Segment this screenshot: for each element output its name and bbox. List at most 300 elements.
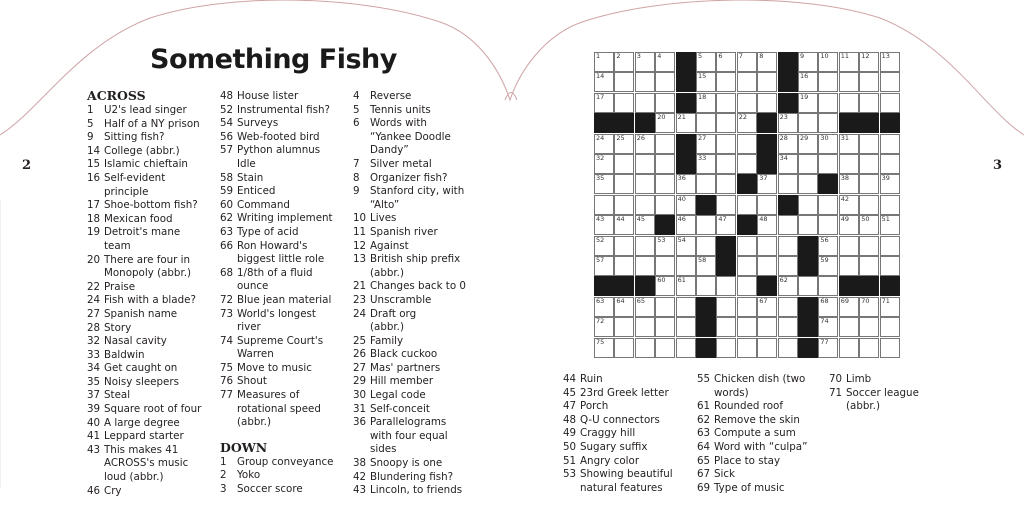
clue-number: 24 <box>87 294 101 307</box>
grid-cell[interactable] <box>696 236 716 256</box>
grid-cell[interactable] <box>818 113 838 133</box>
grid-cell[interactable] <box>635 338 655 358</box>
grid-cell[interactable] <box>655 174 675 194</box>
black-square <box>798 256 818 276</box>
cell-number: 77 <box>820 337 829 346</box>
grid-cell[interactable] <box>839 256 859 276</box>
grid-cell[interactable] <box>880 215 900 235</box>
grid-cell[interactable] <box>594 174 614 194</box>
grid-cell[interactable] <box>594 93 614 113</box>
cell-number: 16 <box>800 72 809 81</box>
grid-cell[interactable] <box>635 154 655 174</box>
grid-cell[interactable] <box>716 93 736 113</box>
grid-cell[interactable] <box>757 297 777 317</box>
grid-cell[interactable] <box>818 72 838 92</box>
grid-cell[interactable] <box>614 134 634 154</box>
cell-number: 8 <box>759 52 764 60</box>
grid-cell[interactable] <box>880 317 900 337</box>
grid-cell[interactable] <box>839 297 859 317</box>
grid-cell[interactable] <box>778 215 798 235</box>
grid-cell[interactable] <box>839 72 859 92</box>
grid-cell[interactable] <box>880 195 900 215</box>
grid-cell[interactable] <box>880 134 900 154</box>
grid-cell[interactable] <box>676 236 696 256</box>
grid-cell[interactable] <box>737 317 757 337</box>
grid-cell[interactable] <box>655 236 675 256</box>
clue-item <box>220 172 333 186</box>
clue-item <box>220 117 333 131</box>
clue-number: 37 <box>87 389 101 402</box>
grid-cell[interactable] <box>635 93 655 113</box>
grid-cell[interactable] <box>676 338 696 358</box>
clue-item <box>563 414 673 428</box>
clue-number: 65 <box>697 454 711 467</box>
grid-cell[interactable] <box>614 154 634 174</box>
grid-cell[interactable] <box>839 134 859 154</box>
grid-cell[interactable] <box>757 174 777 194</box>
clue-item <box>353 457 466 471</box>
grid-cell[interactable] <box>859 154 879 174</box>
grid-cell[interactable] <box>818 134 838 154</box>
cell-number: 54 <box>677 235 686 244</box>
grid-cell[interactable] <box>655 276 675 296</box>
clue-item <box>220 335 333 362</box>
grid-cell[interactable] <box>859 297 879 317</box>
grid-cell[interactable] <box>778 276 798 296</box>
grid-cell[interactable] <box>778 154 798 174</box>
grid-cell[interactable] <box>696 276 716 296</box>
grid-cell[interactable] <box>757 52 777 72</box>
clue-item <box>220 240 333 267</box>
clue-text: Move to music <box>237 361 312 374</box>
black-square <box>737 174 757 194</box>
clue-number: 75 <box>220 361 234 374</box>
grid-cell[interactable] <box>798 215 818 235</box>
grid-cell[interactable] <box>798 52 818 72</box>
grid-cell[interactable] <box>880 72 900 92</box>
clue-number: 6 <box>353 117 360 130</box>
clue-text: (abbr.) <box>237 416 271 429</box>
clue-number: 68 <box>220 266 234 279</box>
grid-cell[interactable] <box>614 338 634 358</box>
grid-cell[interactable] <box>880 236 900 256</box>
grid-cell[interactable] <box>818 338 838 358</box>
grid-cell[interactable] <box>655 338 675 358</box>
grid-cell[interactable] <box>614 174 634 194</box>
grid-cell[interactable] <box>614 52 634 72</box>
grid-cell[interactable] <box>859 93 879 113</box>
grid-cell[interactable] <box>635 72 655 92</box>
grid-cell[interactable] <box>696 134 716 154</box>
grid-cell[interactable] <box>655 256 675 276</box>
clue-item <box>220 104 333 118</box>
cell-number: 26 <box>636 133 646 142</box>
clue-text: U2's lead singer <box>104 104 187 116</box>
grid-cell[interactable] <box>655 52 675 72</box>
grid-cell[interactable] <box>655 72 675 92</box>
clue-item <box>829 387 919 414</box>
grid-cell[interactable] <box>716 174 736 194</box>
grid-cell[interactable] <box>696 174 716 194</box>
clue-item <box>87 362 201 376</box>
grid-cell[interactable] <box>635 256 655 276</box>
clue-text: Against <box>370 239 409 252</box>
grid-cell[interactable] <box>737 72 757 92</box>
grid-cell[interactable] <box>757 215 777 235</box>
grid-cell[interactable] <box>757 195 777 215</box>
grid-cell[interactable] <box>635 52 655 72</box>
grid-cell[interactable] <box>859 195 879 215</box>
grid-cell[interactable] <box>778 256 798 276</box>
cell-number: 50 <box>861 215 870 224</box>
clue-item <box>220 199 333 213</box>
grid-cell[interactable] <box>635 215 655 235</box>
grid-cell[interactable] <box>737 134 757 154</box>
grid-cell[interactable] <box>676 174 696 194</box>
grid-cell[interactable] <box>696 52 716 72</box>
clue-text: Porch <box>580 400 609 413</box>
clue-number: 43 <box>87 443 101 456</box>
clue-number: 24 <box>353 307 367 320</box>
clue-number: 15 <box>87 158 101 171</box>
grid-cell[interactable] <box>839 93 859 113</box>
grid-cell[interactable] <box>757 72 777 92</box>
clue-item <box>220 294 333 308</box>
grid-cell[interactable] <box>716 317 736 337</box>
grid-cell[interactable] <box>594 317 614 337</box>
grid-cell[interactable] <box>635 134 655 154</box>
clue-number: 33 <box>87 348 101 361</box>
grid-cell[interactable] <box>635 297 655 317</box>
grid-cell[interactable] <box>859 174 879 194</box>
black-square <box>880 276 900 296</box>
cell-number: 61 <box>677 276 686 285</box>
grid-cell[interactable] <box>737 256 757 276</box>
grid-cell[interactable] <box>798 174 818 194</box>
grid-cell[interactable] <box>839 338 859 358</box>
grid-cell[interactable] <box>818 236 838 256</box>
grid-cell[interactable] <box>737 113 757 133</box>
clue-number: 69 <box>697 481 711 494</box>
clue-text: Noisy sleepers <box>104 375 179 388</box>
cell-number: 13 <box>881 52 890 60</box>
grid-cell[interactable] <box>839 236 859 256</box>
grid-cell[interactable] <box>614 195 634 215</box>
cell-number: 40 <box>677 194 686 203</box>
grid-cell[interactable] <box>798 195 818 215</box>
clue-text: Stanford city, with <box>370 185 465 198</box>
grid-cell[interactable] <box>594 297 614 317</box>
grid-cell[interactable] <box>594 134 614 154</box>
grid-cell[interactable] <box>757 236 777 256</box>
grid-cell[interactable] <box>594 72 614 92</box>
grid-cell[interactable] <box>839 154 859 174</box>
clue-text: Sick <box>714 468 736 481</box>
clue-item <box>87 308 201 322</box>
grid-cell[interactable] <box>716 52 736 72</box>
clue-item <box>697 441 807 455</box>
grid-cell[interactable] <box>798 276 818 296</box>
cell-number: 19 <box>800 92 809 101</box>
grid-cell[interactable] <box>859 52 879 72</box>
clue-column-1 <box>87 88 201 498</box>
grid-cell[interactable] <box>635 236 655 256</box>
grid-cell[interactable] <box>798 93 818 113</box>
cell-number: 4 <box>657 52 662 60</box>
grid-cell[interactable] <box>839 317 859 337</box>
grid-cell[interactable] <box>737 276 757 296</box>
grid-cell[interactable] <box>818 276 838 296</box>
grid-cell[interactable] <box>880 174 900 194</box>
grid-cell[interactable] <box>859 317 879 337</box>
grid-cell[interactable] <box>594 52 614 72</box>
grid-cell[interactable] <box>818 93 838 113</box>
clue-item <box>353 375 466 389</box>
grid-cell[interactable] <box>859 134 879 154</box>
grid-cell[interactable] <box>696 256 716 276</box>
cell-number: 62 <box>779 276 788 285</box>
grid-cell[interactable] <box>778 134 798 154</box>
clue-text: Shoe-bottom fish? <box>104 199 198 212</box>
grid-cell[interactable] <box>614 317 634 337</box>
grid-cell[interactable] <box>880 154 900 174</box>
clue-text: Word with “culpa” <box>714 440 808 453</box>
clue-item <box>353 280 466 294</box>
grid-cell[interactable] <box>818 215 838 235</box>
grid-cell[interactable] <box>778 297 798 317</box>
grid-cell[interactable] <box>880 338 900 358</box>
clue-text: 23rd Greek letter <box>580 386 669 399</box>
grid-cell[interactable] <box>696 154 716 174</box>
grid-cell[interactable] <box>737 52 757 72</box>
clue-number: 5 <box>353 103 360 116</box>
clue-text: Story <box>104 321 132 334</box>
grid-cell[interactable] <box>594 236 614 256</box>
grid-cell[interactable] <box>716 276 736 296</box>
grid-cell[interactable] <box>757 256 777 276</box>
cell-number: 33 <box>698 154 707 162</box>
grid-cell[interactable] <box>716 297 736 317</box>
grid-cell[interactable] <box>880 52 900 72</box>
black-square <box>798 236 818 256</box>
grid-cell[interactable] <box>737 338 757 358</box>
clue-column-4 <box>563 373 673 495</box>
grid-cell[interactable] <box>839 195 859 215</box>
grid-cell[interactable] <box>859 256 879 276</box>
grid-cell[interactable] <box>798 113 818 133</box>
grid-cell[interactable] <box>778 113 798 133</box>
clue-number: 50 <box>563 440 577 453</box>
clue-text: Fish with a blade? <box>104 294 196 307</box>
grid-cell[interactable] <box>859 72 879 92</box>
grid-cell[interactable] <box>716 338 736 358</box>
clue-number: 52 <box>220 103 234 116</box>
grid-cell[interactable] <box>737 195 757 215</box>
clue-text: Nasal cavity <box>104 335 167 348</box>
grid-cell[interactable] <box>676 297 696 317</box>
clue-text: Compute a sum <box>714 427 796 440</box>
clue-text: loud (abbr.) <box>104 471 164 484</box>
grid-cell[interactable] <box>818 154 838 174</box>
clue-number: 67 <box>697 468 711 481</box>
clue-text: College (abbr.) <box>104 144 180 157</box>
clue-text: Mas' partners <box>370 361 441 374</box>
grid-cell[interactable] <box>778 174 798 194</box>
cell-number: 56 <box>820 235 829 244</box>
grid-cell[interactable] <box>696 215 716 235</box>
grid-cell[interactable] <box>696 72 716 92</box>
grid-cell[interactable] <box>716 72 736 92</box>
black-square <box>798 317 818 337</box>
grid-cell[interactable] <box>737 93 757 113</box>
across-heading: ACROSS <box>87 88 146 103</box>
grid-cell[interactable] <box>757 93 777 113</box>
clue-text: ounce <box>237 280 269 293</box>
grid-cell[interactable] <box>778 236 798 256</box>
clue-number: 74 <box>220 334 234 347</box>
cell-number: 44 <box>616 215 625 224</box>
grid-cell[interactable] <box>614 256 634 276</box>
grid-cell[interactable] <box>635 195 655 215</box>
clue-number: 30 <box>353 389 367 402</box>
grid-cell[interactable] <box>594 256 614 276</box>
grid-cell[interactable] <box>635 174 655 194</box>
clue-text: Type of acid <box>237 225 299 238</box>
clue-number: 10 <box>353 212 367 225</box>
clue-item <box>220 389 333 430</box>
grid-cell[interactable] <box>818 256 838 276</box>
clue-number: 9 <box>87 131 94 144</box>
grid-cell[interactable] <box>716 215 736 235</box>
clue-number: 32 <box>87 335 101 348</box>
grid-cell[interactable] <box>676 276 696 296</box>
clue-item <box>220 267 333 294</box>
clue-text: Spanish river <box>370 225 438 238</box>
grid-cell[interactable] <box>655 297 675 317</box>
grid-cell[interactable] <box>818 195 838 215</box>
grid-cell[interactable] <box>880 297 900 317</box>
grid-cell[interactable] <box>778 317 798 337</box>
clue-item <box>563 387 673 401</box>
clue-number: 29 <box>353 375 367 388</box>
clue-number: 22 <box>87 280 101 293</box>
grid-cell[interactable] <box>676 215 696 235</box>
grid-cell[interactable] <box>818 297 838 317</box>
cell-number: 11 <box>840 52 850 60</box>
clue-text: Instrumental fish? <box>237 103 330 116</box>
clue-number: 63 <box>220 225 234 238</box>
grid-cell[interactable] <box>655 134 675 154</box>
grid-cell[interactable] <box>839 52 859 72</box>
grid-cell[interactable] <box>676 195 696 215</box>
clue-item <box>353 185 466 212</box>
clue-item <box>220 226 333 240</box>
grid-cell[interactable] <box>696 93 716 113</box>
grid-cell[interactable] <box>676 317 696 337</box>
grid-cell[interactable] <box>859 215 879 235</box>
grid-cell[interactable] <box>839 174 859 194</box>
grid-cell[interactable] <box>676 256 696 276</box>
clue-item <box>87 213 201 227</box>
cell-number: 57 <box>596 256 605 264</box>
grid-cell[interactable] <box>737 236 757 256</box>
grid-cell[interactable] <box>655 195 675 215</box>
grid-cell[interactable] <box>716 134 736 154</box>
grid-cell[interactable] <box>716 195 736 215</box>
grid-cell[interactable] <box>614 215 634 235</box>
grid-cell[interactable] <box>655 317 675 337</box>
clue-text: principle <box>104 185 149 198</box>
grid-cell[interactable] <box>594 215 614 235</box>
clue-text: Cry <box>104 484 122 497</box>
grid-cell[interactable] <box>798 72 818 92</box>
grid-cell[interactable] <box>859 338 879 358</box>
grid-cell[interactable] <box>859 236 879 256</box>
grid-cell[interactable] <box>614 297 634 317</box>
down-heading: DOWN <box>220 439 268 455</box>
clue-text: Islamic chieftain <box>104 158 188 171</box>
grid-cell[interactable] <box>798 134 818 154</box>
clue-text: Remove the skin <box>714 413 800 426</box>
grid-cell[interactable] <box>696 113 716 133</box>
clue-number: 72 <box>220 293 234 306</box>
grid-cell[interactable] <box>614 93 634 113</box>
grid-cell[interactable] <box>594 338 614 358</box>
cell-number: 39 <box>881 174 890 183</box>
clue-text: Spanish name <box>104 307 178 320</box>
grid-cell[interactable] <box>818 52 838 72</box>
grid-cell[interactable] <box>757 317 777 337</box>
clue-item <box>87 403 201 417</box>
clue-item <box>353 348 466 362</box>
grid-cell[interactable] <box>614 72 634 92</box>
clue-item <box>697 414 807 428</box>
clue-item <box>563 468 673 495</box>
clue-text: Chicken dish (two <box>714 373 806 385</box>
grid-cell[interactable] <box>798 154 818 174</box>
grid-cell[interactable] <box>594 195 614 215</box>
grid-cell[interactable] <box>594 154 614 174</box>
cell-number: 37 <box>759 174 768 183</box>
clue-item <box>697 400 807 414</box>
clue-text: Half of a NY prison <box>104 117 200 130</box>
grid-cell[interactable] <box>737 154 757 174</box>
clue-text: Snoopy is one <box>370 457 443 470</box>
grid-cell[interactable] <box>778 338 798 358</box>
clue-text: “Yankee Doodle <box>370 130 451 143</box>
grid-cell[interactable] <box>757 338 777 358</box>
grid-cell[interactable] <box>880 93 900 113</box>
black-square <box>778 195 798 215</box>
grid-cell[interactable] <box>635 317 655 337</box>
grid-cell[interactable] <box>737 297 757 317</box>
grid-cell[interactable] <box>716 154 736 174</box>
clue-text: biggest little role <box>237 253 325 266</box>
grid-cell[interactable] <box>655 113 675 133</box>
grid-cell[interactable] <box>676 113 696 133</box>
grid-cell[interactable] <box>716 113 736 133</box>
grid-cell[interactable] <box>655 93 675 113</box>
grid-cell[interactable] <box>655 154 675 174</box>
clue-item <box>353 117 466 158</box>
cell-number: 49 <box>840 215 850 224</box>
grid-cell[interactable] <box>880 256 900 276</box>
grid-cell[interactable] <box>614 236 634 256</box>
grid-cell[interactable] <box>839 215 859 235</box>
clue-text: Square root of four <box>104 403 202 416</box>
grid-cell[interactable] <box>818 317 838 337</box>
clue-text: Limb <box>846 373 872 385</box>
